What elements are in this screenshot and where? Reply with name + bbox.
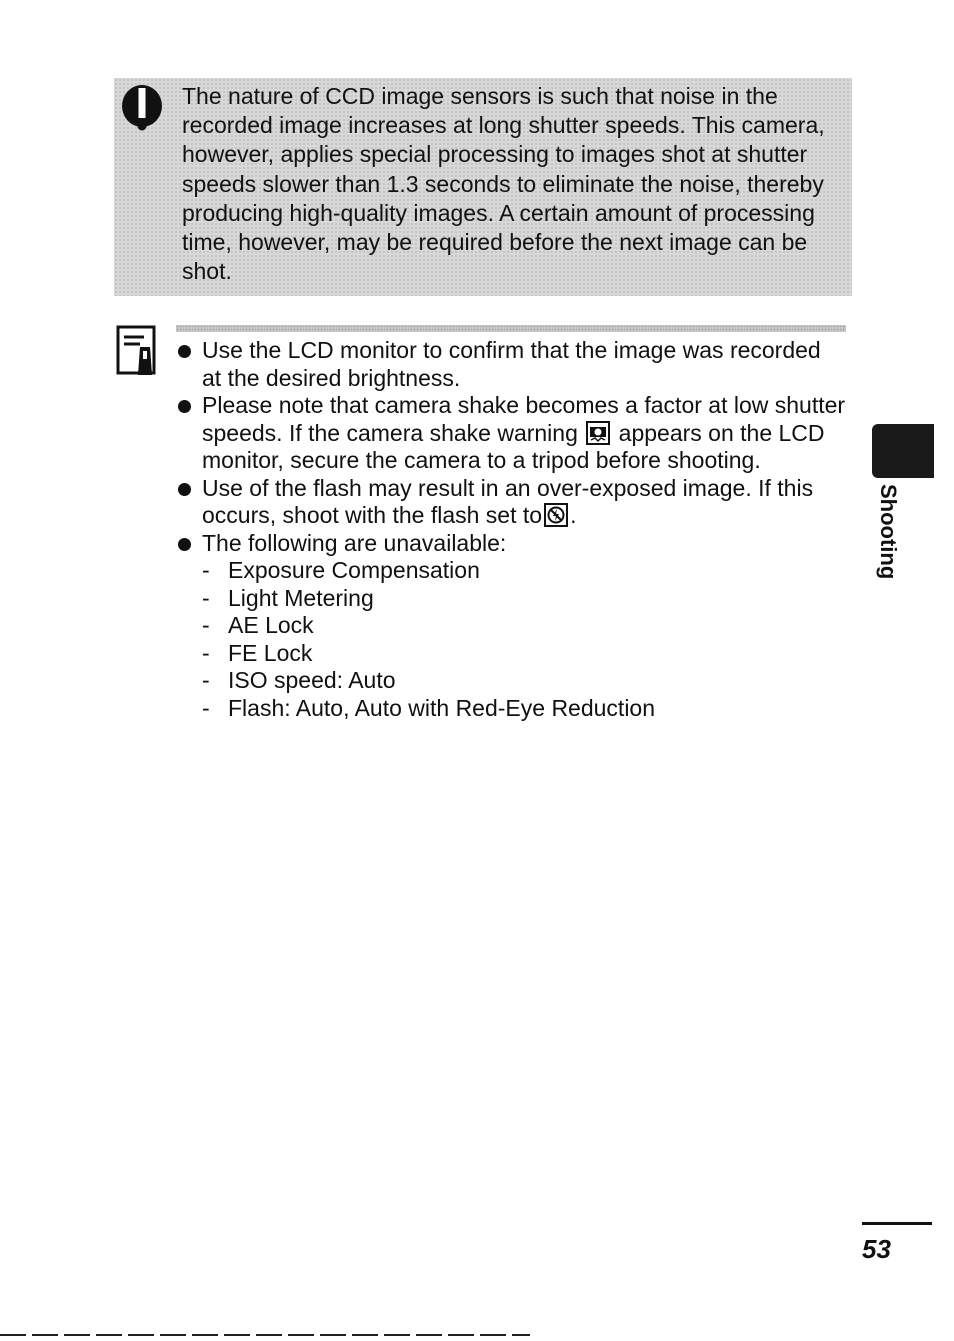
unavailable-list — [202, 557, 846, 722]
note-item — [176, 337, 846, 392]
section-tab — [872, 424, 934, 478]
note-icon — [116, 325, 158, 379]
bullet-icon — [178, 345, 191, 358]
bullet-icon — [178, 538, 191, 551]
note-list — [176, 337, 846, 722]
note-text: . — [570, 502, 577, 528]
list-item: - Light Metering — [202, 584, 374, 611]
caution-text: The nature of CCD image sensors is such that noise in the recorded image increases at long shutter speeds. This camera, however, applies special processing to images shot at shutter speeds slower than 1.3 seconds to eliminate the noise, thereby producing high-quality images. A certain amount of processing time, however, may be required before the next image can be shot. — [182, 83, 825, 285]
note-item — [176, 392, 846, 475]
list-item: - FE Lock — [202, 639, 313, 666]
bullet-icon — [178, 400, 191, 413]
note-divider — [176, 325, 846, 332]
section-label: Shooting — [876, 484, 901, 580]
list-item: - Flash: Auto, Auto with Red-Eye Reduction — [202, 694, 656, 721]
list-item: - ISO speed: Auto — [202, 667, 396, 693]
note-text: Use the LCD monitor to confirm that the image was recorded at the desired brightness. — [202, 337, 821, 391]
bullet-icon — [178, 483, 191, 496]
flash-off-icon — [544, 503, 568, 527]
page-number-rule — [862, 1222, 932, 1225]
note-text: Please note that camera shake becomes a factor at low shutter speeds. If the camera shake warning — [202, 392, 846, 446]
bottom-dashed-rule — [0, 1334, 530, 1336]
list-item: - AE Lock — [202, 612, 314, 638]
note-item — [176, 475, 846, 530]
note-item — [176, 530, 846, 723]
note-text: appears on the LCD monitor, secure the camera to a tripod before shooting. — [202, 419, 825, 473]
page-number: 53 — [862, 1234, 891, 1264]
note-text: The following are unavailable: — [202, 529, 507, 556]
list-item: - Exposure Compensation — [202, 557, 480, 583]
caution-icon — [120, 84, 164, 132]
camera-shake-warning-icon — [586, 421, 610, 445]
note-text: Use of the flash may result in an over-exposed image. If this occurs, shoot with the flash set to — [202, 474, 814, 528]
